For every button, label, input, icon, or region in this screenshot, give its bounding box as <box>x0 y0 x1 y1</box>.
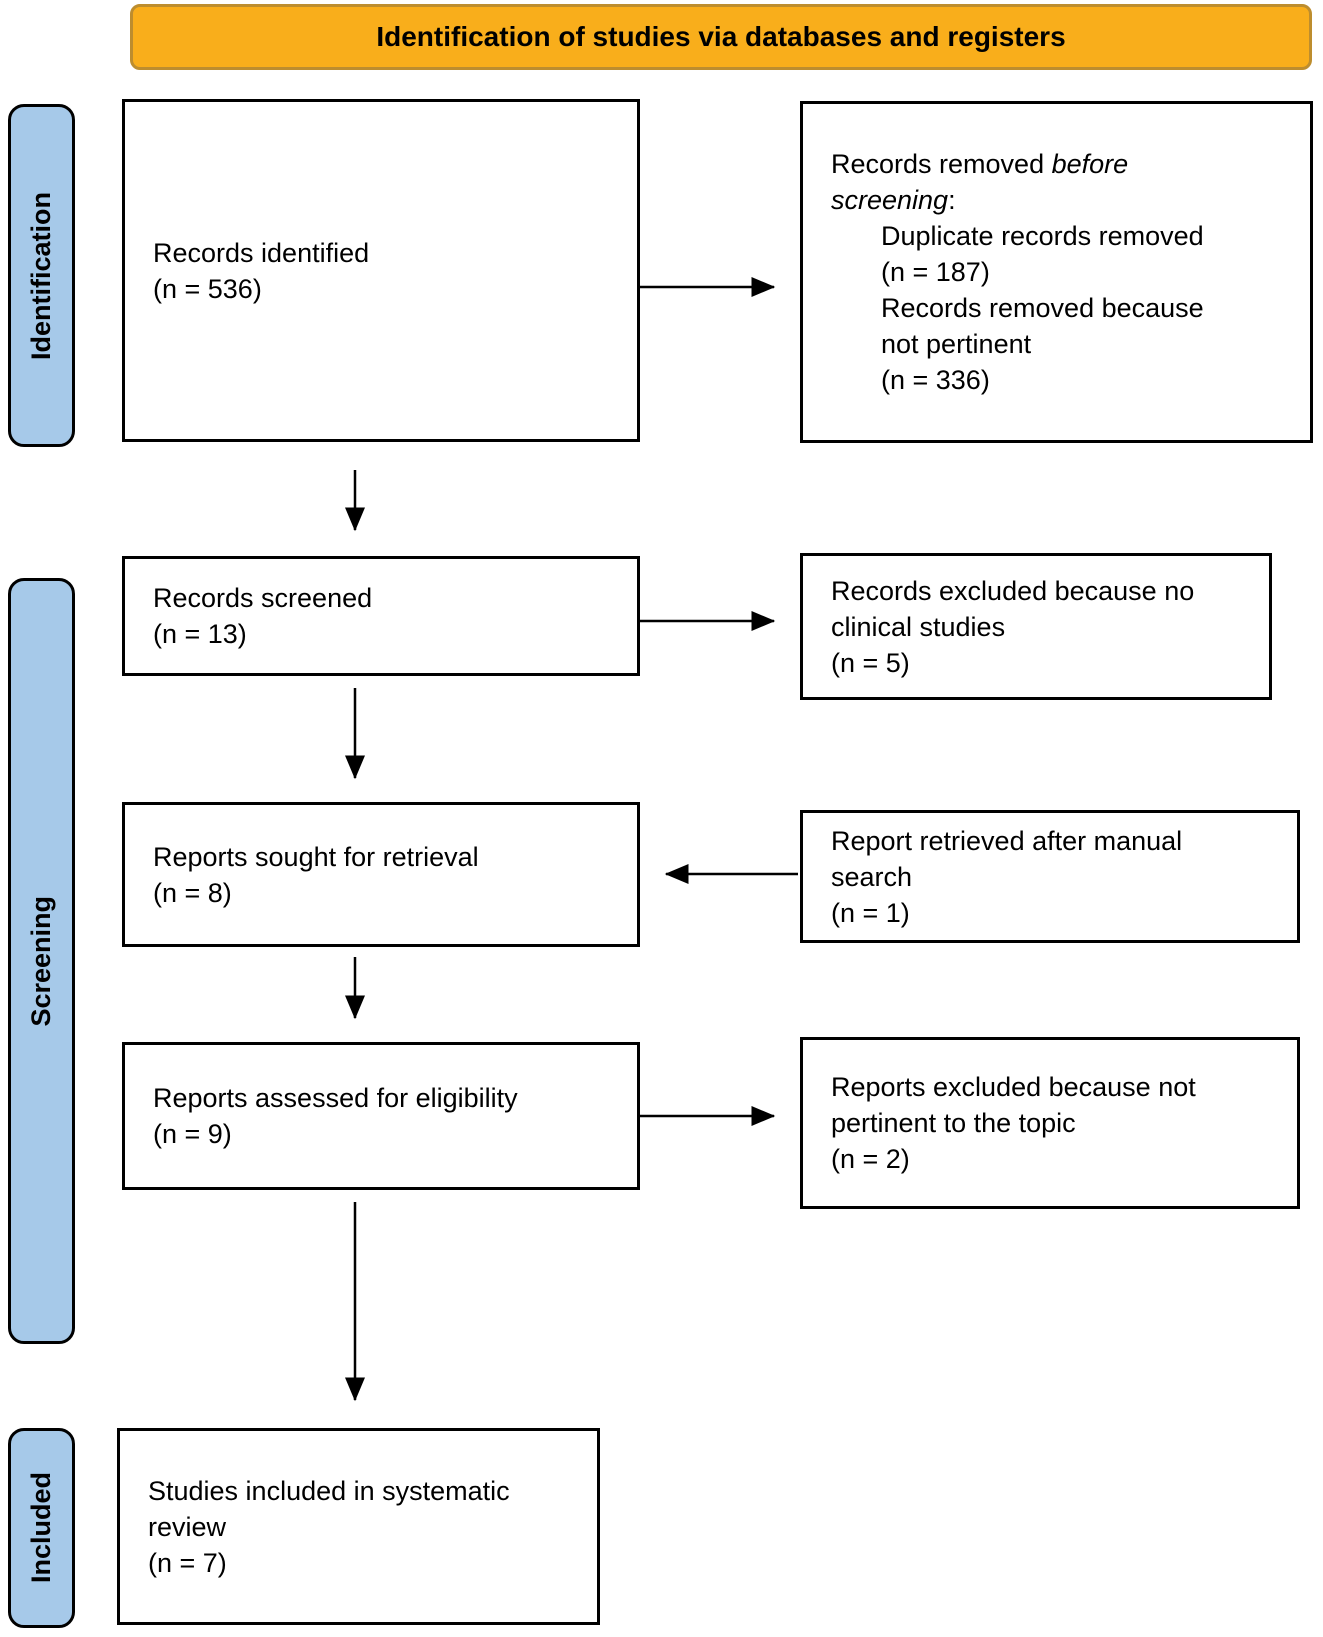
reports-excluded-n: (n = 2) <box>831 1144 910 1174</box>
records-removed-lead-italic: before screening <box>831 149 1129 215</box>
box-reports-sought-n: (n = 8) <box>153 877 232 908</box>
records-removed-lead-suffix: : <box>948 185 956 215</box>
reason-duplicates-n: (n = 187) <box>881 257 990 287</box>
manual-search-n: (n = 1) <box>831 897 910 928</box>
box-records-screened-n: (n = 13) <box>153 619 247 649</box>
box-studies-included-n: (n = 7) <box>148 1547 227 1578</box>
box-reports-sought-label: Reports sought for retrieval <box>153 841 479 872</box>
stage-included-label: Included <box>26 1472 56 1584</box>
reason-duplicates-text: Duplicate records removed <box>881 221 1204 251</box>
records-removed-lead-regular: Records removed <box>831 149 1052 179</box>
box-records-identified-n: (n = 536) <box>153 273 262 304</box>
manual-search-text: Report retrieved after manual search <box>831 825 1183 892</box>
reports-excluded-text: Reports excluded because not pertinent to the topic <box>831 1072 1196 1138</box>
stage-screening-label: Screening <box>26 895 56 1027</box>
box-reports-assessed-label: Reports assessed for eligibility <box>153 1083 518 1113</box>
box-records-identified-label: Records identified <box>153 237 370 268</box>
box-studies-included-label: Studies included in systematic review <box>148 1475 510 1542</box>
box-reports-assessed-n: (n = 9) <box>153 1119 232 1149</box>
stage-identification-label: Identification <box>26 191 56 360</box>
box-records-screened-label: Records screened <box>153 583 373 613</box>
banner-title: Identification of studies via databases and registers <box>376 21 1066 52</box>
records-excluded-text: Records excluded because no clinical studies <box>831 575 1195 642</box>
reason-not-pertinent-text: Records removed because not pertinent <box>881 293 1204 359</box>
records-excluded-n: (n = 5) <box>831 647 910 678</box>
reason-not-pertinent-n: (n = 336) <box>881 365 990 395</box>
